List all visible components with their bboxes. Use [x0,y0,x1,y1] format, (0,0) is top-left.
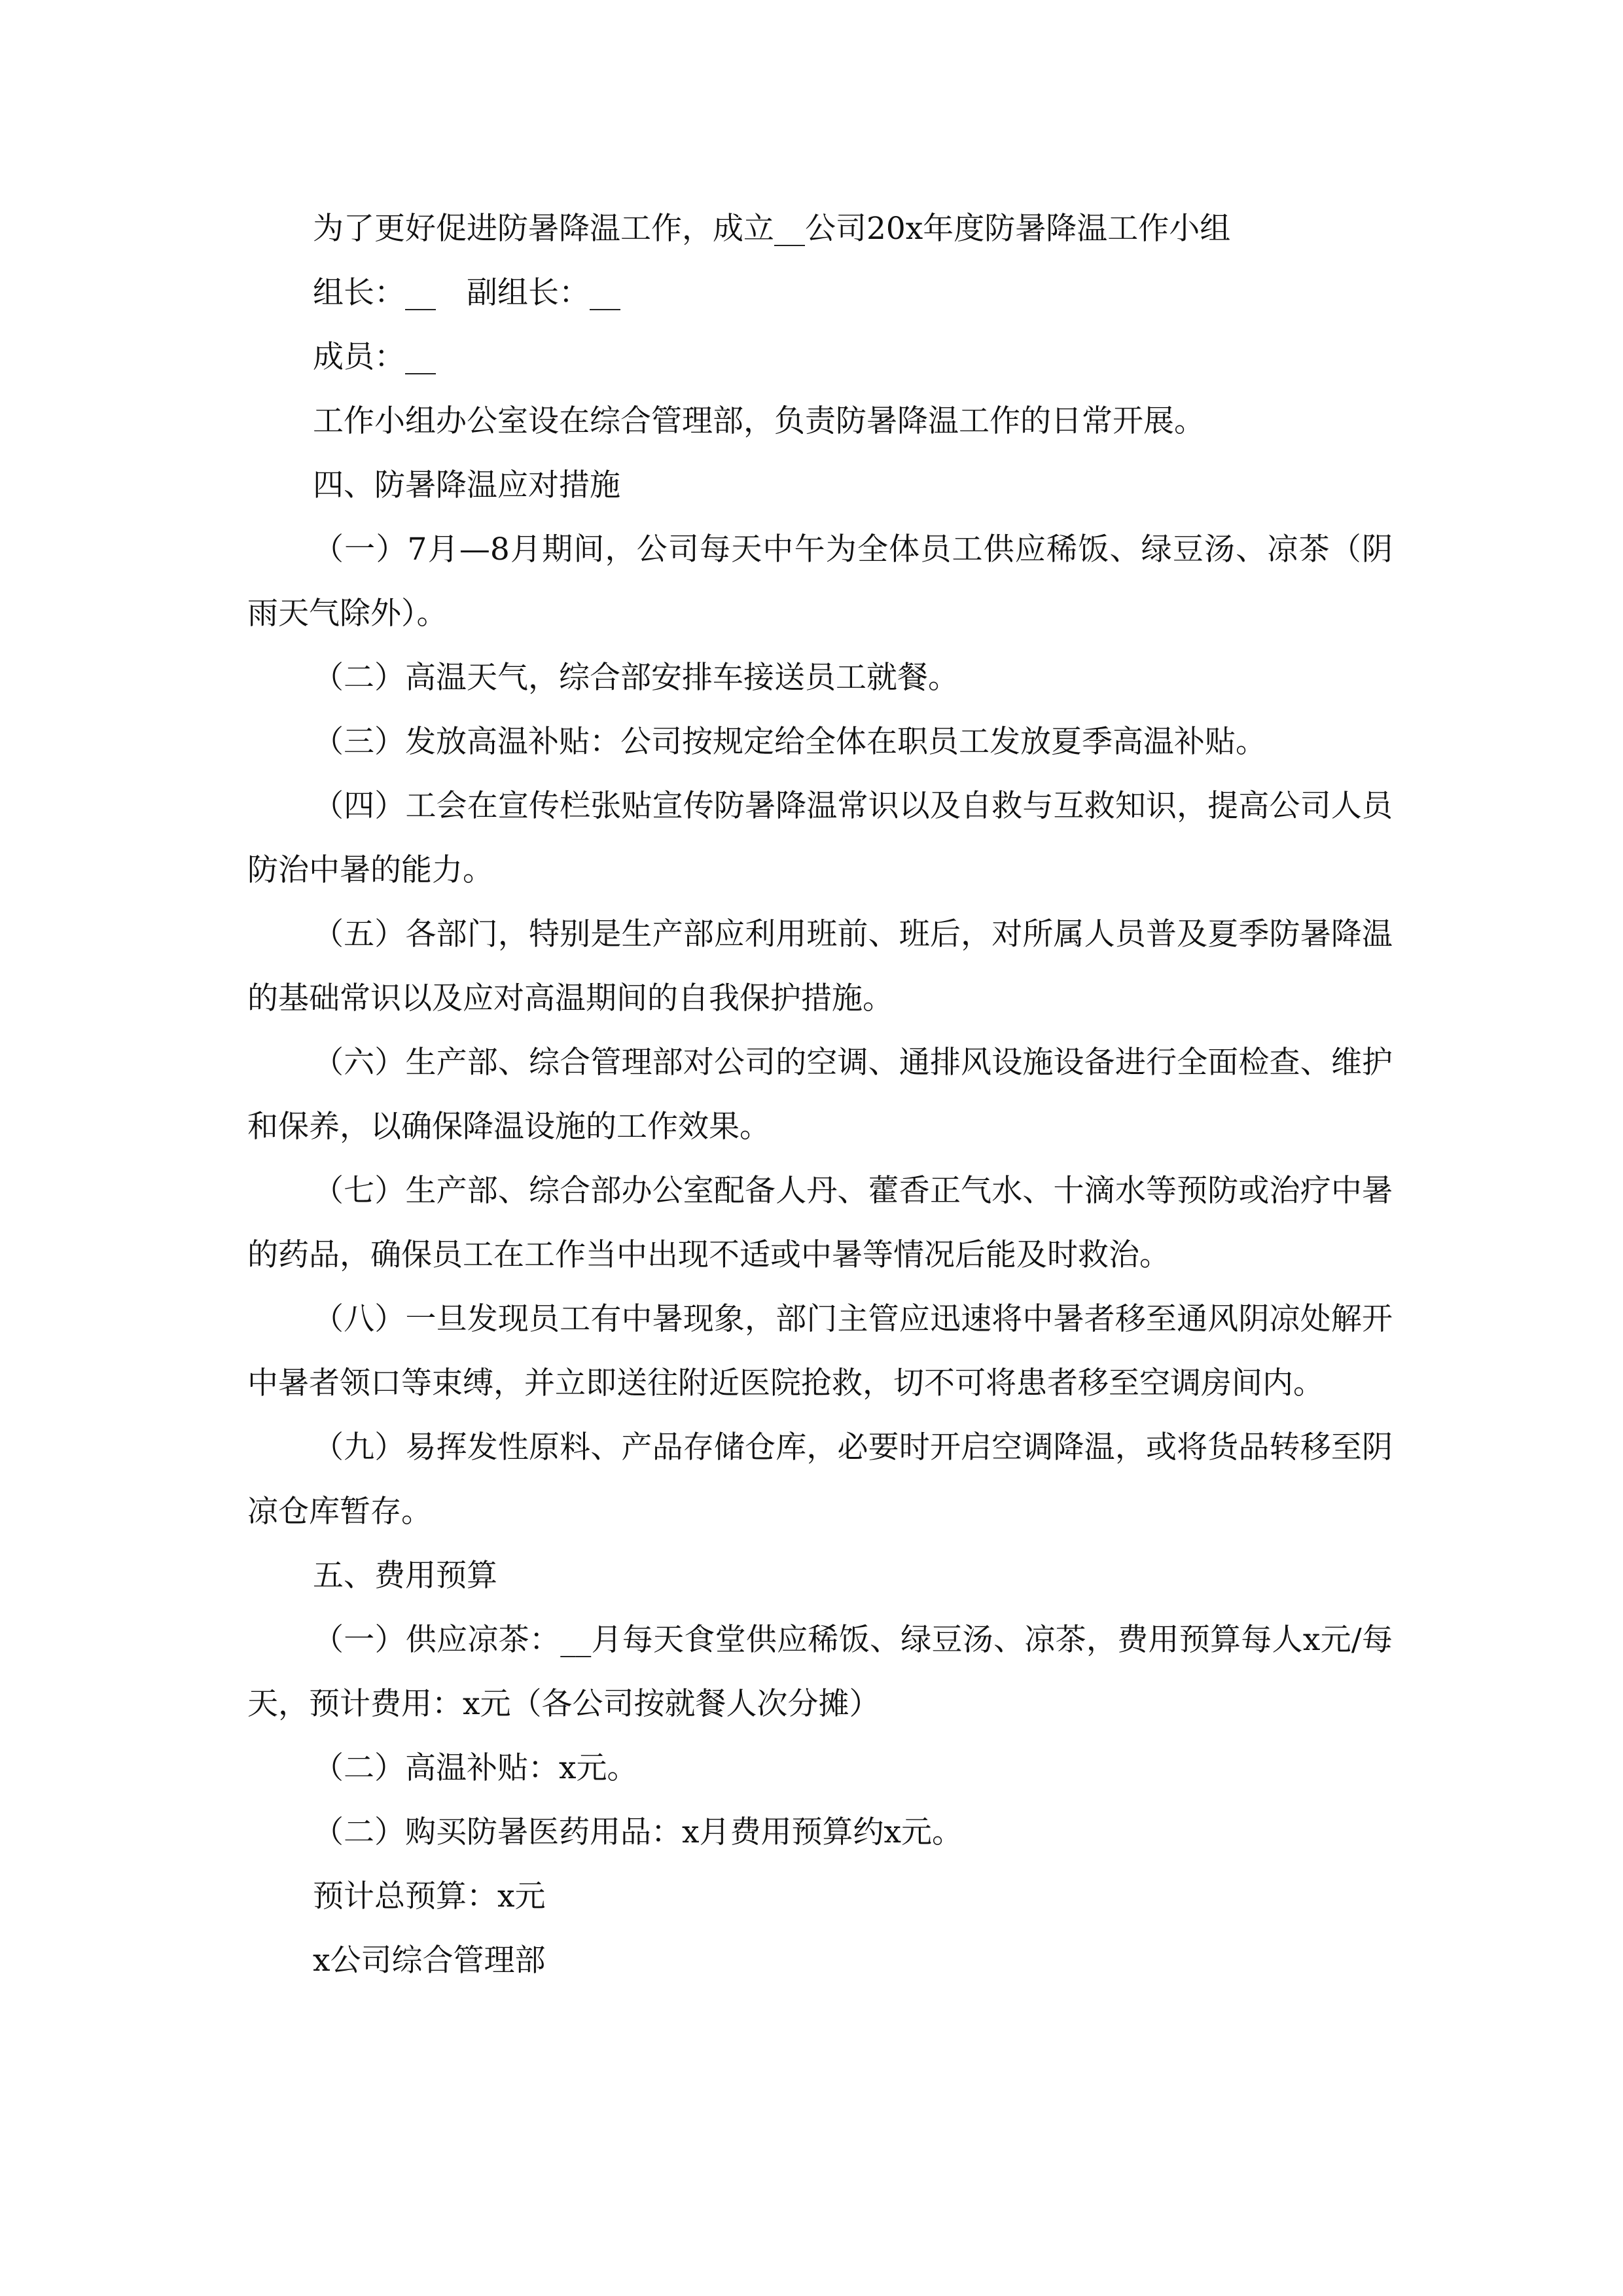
signature-department: x公司综合管理部 [313,1943,546,1979]
measure-item-1: （一）7月—8月期间，公司每天中午为全体员工供应稀饭、绿豆汤、凉茶（阴雨天气除外）。 [247,531,1393,632]
measure-item-2: （二）高温天气，综合部安排车接送员工就餐。 [313,660,959,696]
measure-item-5: （五）各部门，特别是生产部应利用班前、班后，对所属人员普及夏季防暑降温的基础常识以及应对高温期间的自我保护措施。 [247,916,1393,1016]
total-budget-line: 预计总预算：x元 [313,1878,546,1914]
section-heading-budget: 五、费用预算 [313,1558,497,1594]
intro-paragraph: 为了更好促进防暑降温工作，成立__公司20x年度防暑降温工作小组 [313,211,1231,247]
budget-item-1: （一）供应凉茶：__月每天食堂供应稀饭、绿豆汤、凉茶，费用预算每人x元/每天，预计费用：x元（各公司按就餐人次分摊） [247,1622,1393,1722]
budget-item-2: （二）高温补贴：x元。 [313,1750,638,1786]
measure-item-7: （七）生产部、综合部办公室配备人丹、藿香正气水、十滴水等预防或治疗中暑的药品，确保员工在工作当中出现不适或中暑等情况后能及时救治。 [247,1173,1393,1273]
budget-item-3: （二）购买防暑医药用品：x月费用预算约x元。 [313,1814,963,1850]
document-body [247,197,1393,1993]
measure-item-8: （八）一旦发现员工有中暑现象，部门主管应迅速将中暑者移至通风阴凉处解开中暑者领口等束缚，并立即送往附近医院抢救，切不可将患者移至空调房间内。 [247,1301,1393,1401]
measure-item-6: （六）生产部、综合管理部对公司的空调、通排风设施设备进行全面检查、维护和保养，以确保降温设施的工作效果。 [247,1045,1393,1145]
measure-item-9: （九）易挥发性原料、产品存储仓库，必要时开启空调降温，或将货品转移至阴凉仓库暂存。 [247,1429,1393,1530]
office-paragraph: 工作小组办公室设在综合管理部，负责防暑降温工作的日常开展。 [313,403,1205,439]
measure-item-4: （四）工会在宣传栏张贴宣传防暑降温常识以及自救与互救知识，提高公司人员防治中暑的能力。 [247,788,1393,888]
group-leader-line: 组长：__ 副组长：__ [313,275,620,311]
measure-item-3: （三）发放高温补贴：公司按规定给全体在职员工发放夏季高温补贴。 [313,724,1266,760]
members-line: 成员：__ [313,339,436,375]
section-heading-measures: 四、防暑降温应对措施 [313,467,620,503]
